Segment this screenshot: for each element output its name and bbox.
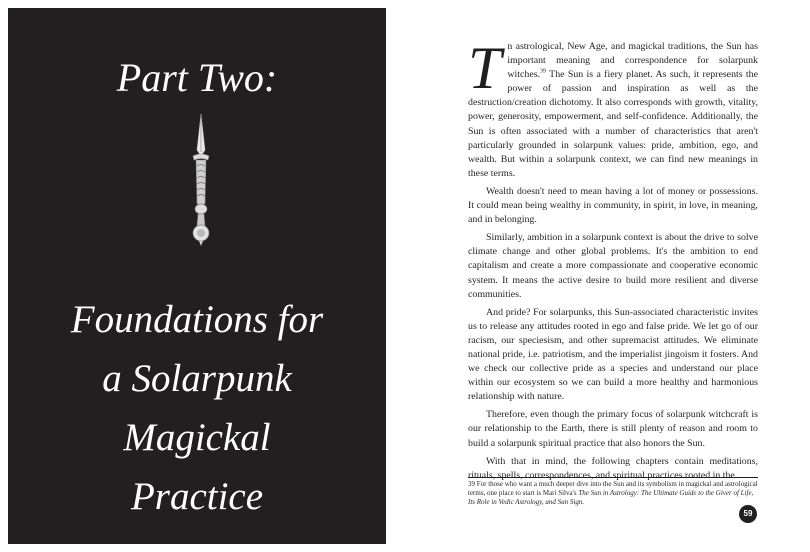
footnote-text: 39 For those who want a much deeper dive into the Sun and its symbolism in magickal and astrological terms, one place to start is Mari Silva's [468,480,758,497]
page-number: 59 [739,505,757,523]
footnote-ref[interactable]: 39 [540,68,547,75]
right-page [468,35,758,483]
paragraph-text: The Sun is a fiery planet. As such, it represents the power of passion and inspiration as well as the destruction/creation dichotomy. It also corresponds with growth, vitality, power, generosity, empowerment, and self-confidence. Additionally, the Sun is often associated with a number of characteristics that aren't particularly grounded in solarpunk values: pride, ambition, ego, and wealth. But within a solarpunk context, we can find new meanings in these terms. [468,69,758,179]
paragraph: With that in mind, the following chapters contain meditations, rituals, spells, correspondences, and spiritual practices rooted in the [468,455,758,481]
paragraph: Wealth doesn't need to mean having a lot of money or possessions. It could mean being wealthy in community, in spirit, in love, in meaning, and in belonging. [468,185,758,226]
drop-cap: T [468,35,502,101]
paragraph: Therefore, even though the primary focus of solarpunk witchcraft is our relationship to the Earth, there is still plenty of reason and room to build a solarpunk spiritual practice that also honors the Sun. [468,409,758,449]
paragraph [468,35,758,181]
paragraph: Similarly, ambition in a solarpunk context is about the drive to solve climate change and other global problems. It's the ambition to end capitalism and create a more compassionate and cooperative economic system. It means the active desire to build more resilient and diverse communities. [468,232,758,300]
paragraph: And pride? For solarpunks, this Sun-associated characteristic invites us to release any attitudes rooted in ego and false pride. We let go of our racism, our speciesism, and other supremacist attitudes. We eliminate national pride, i.e. patriotism, and the imperialist jingoism it fosters. And we check our collective pride as a species and understand our place within our ecosystem so we can build a more healthy and harmonious relationship with nature. [468,306,758,403]
paragraph-text: n astrological, New Age, and magickal traditions, the Sun has important meaning and correspondence for solarpunk witches. [507,41,758,81]
footnote-book-title: The Sun in Astrology: The Ultimate Guide to the Giver of Life, Its Role in Vedic Astrology, and Sun Sign. [468,489,754,506]
athame-dagger-icon [184,112,218,248]
part-title: Part Two: [116,55,278,100]
section-title-line: a Solarpunk [102,357,292,400]
footnote [468,480,758,507]
section-title [8,290,386,526]
section-title-line: Magickal [123,416,271,459]
footnote-divider [468,477,758,478]
section-title-line: Practice [130,475,264,518]
section-title-line: Foundations for [70,298,324,341]
left-page [8,8,386,544]
